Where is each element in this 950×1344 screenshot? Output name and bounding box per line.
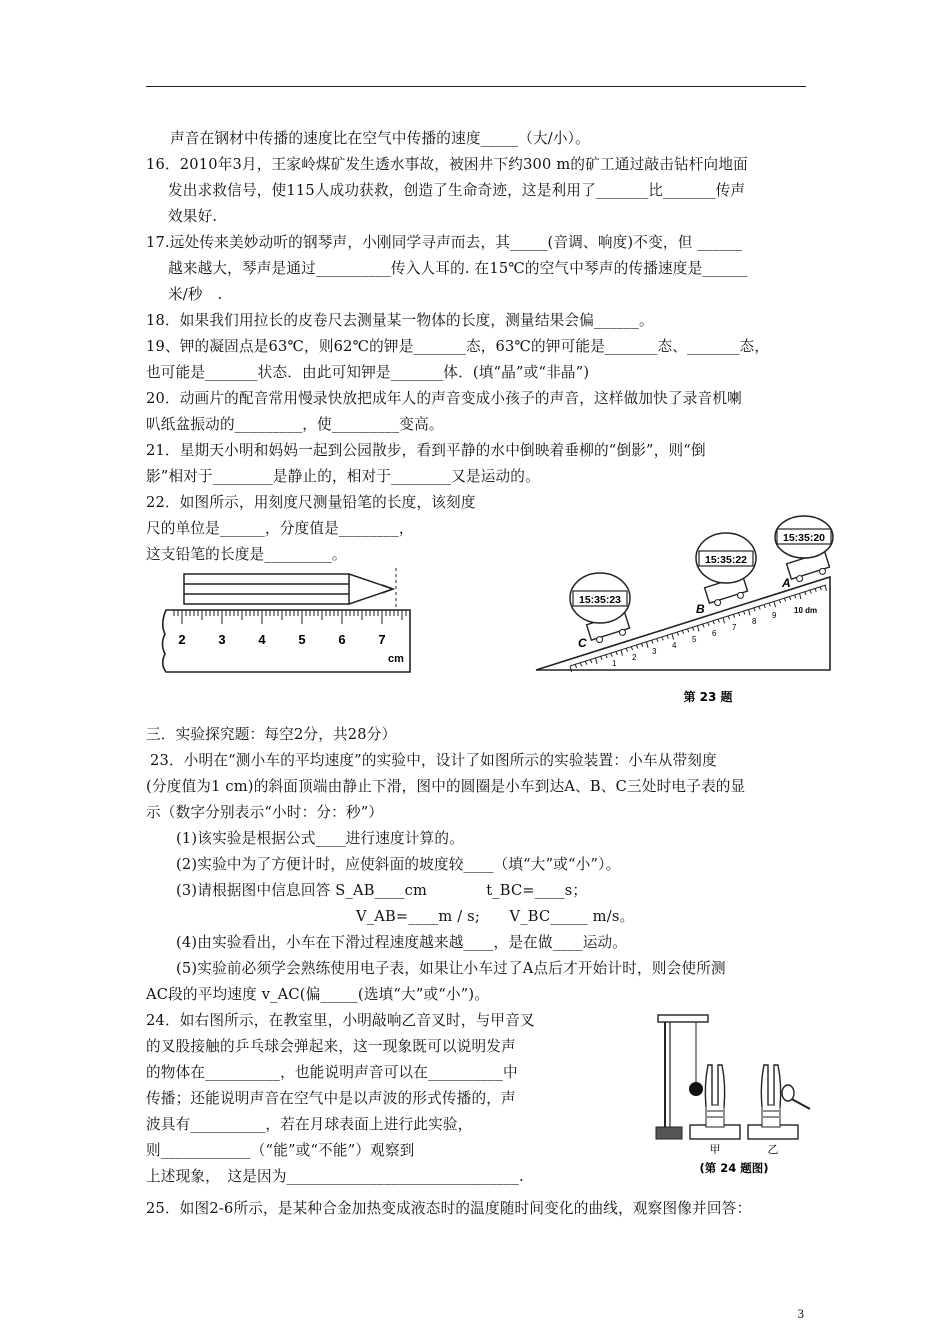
- ruler: [163, 610, 411, 672]
- fork-jia: [690, 1065, 740, 1139]
- q24-line-1: 24．如右图所示，在教室里，小明敲响乙音叉时，与甲音叉: [146, 1012, 535, 1029]
- point-label-b: B: [696, 602, 705, 616]
- q17-line-2: 越来越大，琴声是通过__________传入人耳的. 在15℃的空气中琴声的传播速度是______: [168, 260, 748, 277]
- q16-line-1: 16．2010年3月，王家岭煤矿发生透水事故，被困井下约300 m的矿工通过敲击钻杆向地面: [146, 156, 748, 173]
- svg-text:15:35:23: 15:35:23: [578, 594, 622, 606]
- q24-line-3: 的物体在__________，也能说明声音可以在__________中: [146, 1064, 518, 1081]
- q17-line-3: 米/秒 .: [168, 286, 223, 303]
- q24-line-4: 传播；还能说明声音在空气中是以声波的形式传播的，声: [146, 1090, 516, 1107]
- q23-part-5b: AC段的平均速度 v_AC(偏_____(选填“大”或“小”)。: [146, 986, 490, 1003]
- figure-23-caption: 第 23 题: [683, 690, 733, 704]
- figure-24-caption: (第 24 题图): [699, 1161, 769, 1175]
- clock-b: [696, 533, 756, 583]
- section-3-heading: 三．实验探究题：每空2分，共28分）: [146, 726, 397, 743]
- fork-yi: [748, 1065, 798, 1139]
- header-rule: [146, 86, 806, 87]
- incline-scale-label: 2: [632, 653, 637, 662]
- ruler-tick-label: 5: [298, 632, 306, 647]
- incline-figure: [530, 515, 845, 710]
- ruler-unit: cm: [388, 653, 404, 665]
- q16-line-3: 效果好.: [168, 208, 218, 225]
- q23-part-5: (5)实验前必须学会熟练使用电子表，如果让小车过了A点后才开始计时，则会使所测: [176, 960, 726, 977]
- q22-line-3: 这支铅笔的长度是_________。: [146, 546, 347, 563]
- ruler-tick-label: 6: [338, 632, 346, 647]
- q23-part-1: (1)该实验是根据公式____进行速度计算的。: [176, 830, 464, 847]
- q22-line-2: 尺的单位是______，分度值是________，: [146, 520, 414, 537]
- tuning-fork-figure: [648, 1005, 818, 1181]
- q23-part-3b: V_AB=____m / s; V_BC_____ m/s。: [356, 908, 635, 925]
- q23-line-1: 23．小明在“测小车的平均速度”的实验中，设计了如图所示的实验装置：小车从带刻度: [150, 752, 717, 769]
- q21-line-2: 影”相对于________是静止的，相对于________又是运动的。: [146, 468, 540, 485]
- q25-line-1: 25．如图2-6所示，是某种合金加热变成液态时的温度随时间变化的曲线，观察图像并回答：: [146, 1200, 752, 1217]
- q23-line-2: (分度值为1 cm)的斜面顶端由静止下滑，图中的圆圈是小车到达A、B、C三处时电子表的显: [146, 778, 746, 795]
- incline-scale-label: 4: [672, 641, 677, 650]
- ruler-tick-label: 3: [218, 632, 226, 647]
- q20-line-2: 叭纸盆振动的_________，使_________变高。: [146, 416, 444, 433]
- q16-line-2: 发出求救信号，使115人成功获救，创造了生命奇迹，这是利用了_______比_______传声: [168, 182, 746, 199]
- q23-part-4: (4)由实验看出，小车在下滑过程速度越来越____，是在做____运动。: [176, 934, 628, 951]
- incline-scale-label: 3: [652, 647, 657, 656]
- incline-scale-label: 8: [752, 617, 757, 626]
- q23-line-3: 示（数字分别表示“小时：分：秒”）: [146, 804, 384, 821]
- incline-scale-label: 5: [692, 635, 697, 644]
- clock-a: [775, 516, 833, 558]
- ruler-tick-label: 7: [378, 632, 386, 647]
- clock-c: [570, 573, 630, 623]
- q19-line-1: 19、钾的凝固点是63℃，则62℃的钾是_______态，63℃的钾可能是_______态、_______态，: [146, 338, 770, 355]
- q24-line-6: 则____________（“能”或“不能”）观察到: [146, 1142, 415, 1159]
- incline-scale-label: 6: [712, 629, 717, 638]
- svg-text:15:35:20: 15:35:20: [782, 532, 826, 544]
- q20-line-1: 20．动画片的配音常用慢录快放把成年人的声音变成小孩子的声音，这样做加快了录音机喇: [146, 390, 742, 407]
- q17-line-1: 17.远处传来美妙动听的钢琴声，小刚同学寻声而去，其_____(音调、响度)不变，但 ______: [146, 234, 743, 251]
- fork-yi-label: 乙: [767, 1144, 779, 1156]
- q19-line-2: 也可能是_______状态．由此可知钾是_______体．(填“晶”或“非晶”): [146, 364, 590, 381]
- q24-line-5: 波具有__________，若在月球表面上进行此实验，: [146, 1116, 473, 1133]
- mallet: [782, 1085, 810, 1109]
- incline-scale-label: 9: [772, 611, 777, 620]
- point-label-a: A: [782, 576, 791, 590]
- ruler-tick-label: 2: [178, 632, 186, 647]
- pencil: [184, 568, 396, 608]
- incline-scale-label: 7: [732, 623, 737, 632]
- incline-scale-label: 10 dm: [794, 606, 818, 615]
- q24-line-7: 上述现象， 这是因为_______________________________.: [146, 1168, 524, 1185]
- q22-line-1: 22．如图所示，用刻度尺测量铅笔的长度，该刻度: [146, 494, 476, 511]
- ruler-tick-label: 4: [258, 632, 266, 647]
- page-number: 3: [797, 1306, 804, 1321]
- incline-scale-label: 1: [612, 659, 617, 668]
- q21-line-1: 21．星期天小明和妈妈一起到公园散步，看到平静的水中倒映着垂柳的“倒影”，则“倒: [146, 442, 706, 459]
- q24-line-2: 的叉股接触的乒乓球会弹起来，这一现象既可以说明发声: [146, 1038, 516, 1055]
- q23-part-2: (2)实验中为了方便计时，应使斜面的坡度较____（填“大”或“小”）。: [176, 856, 621, 873]
- ruler-pencil-figure: [160, 560, 415, 680]
- q18-line: 18．如果我们用拉长的皮卷尺去测量某一物体的长度，测量结果会偏______。: [146, 312, 654, 329]
- fork-jia-label: 甲: [709, 1144, 721, 1156]
- svg-text:15:35:22: 15:35:22: [704, 554, 748, 566]
- point-label-c: C: [578, 636, 587, 650]
- q23-part-3: (3)请根据图中信息回答 S_AB____cm t_BC=____s；: [176, 882, 588, 899]
- q15-line: 声音在钢材中传播的速度比在空气中传播的速度_____（大/小）。: [170, 130, 590, 147]
